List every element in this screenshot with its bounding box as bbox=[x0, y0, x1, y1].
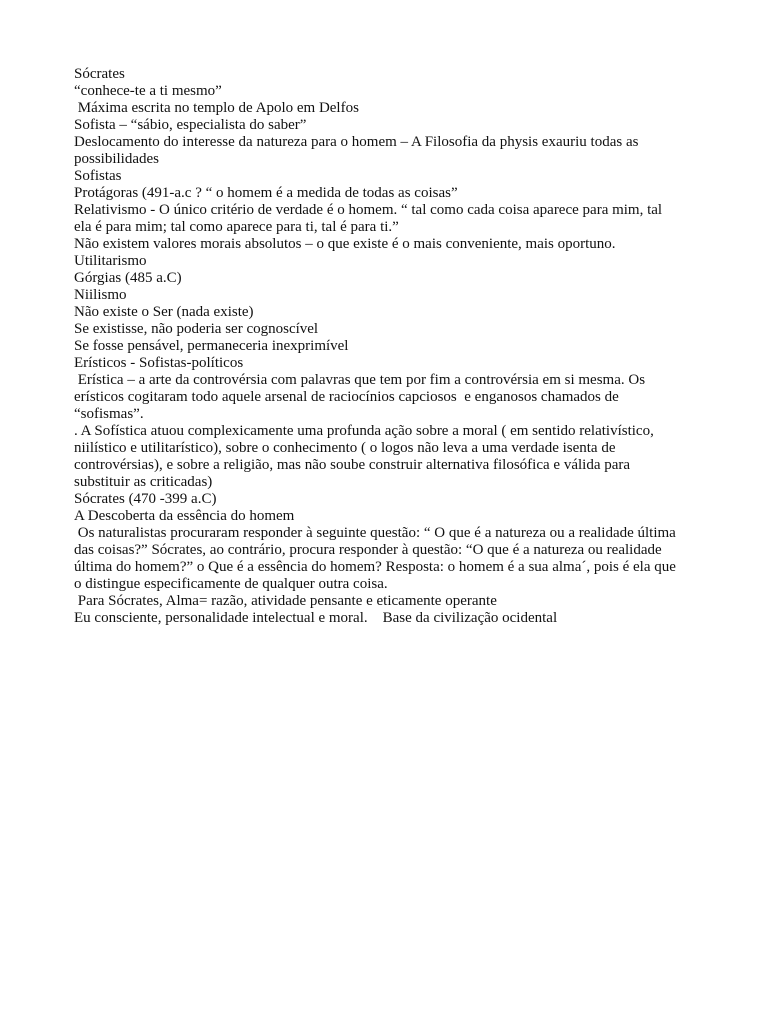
text-line: Máxima escrita no templo de Apolo em Delfos bbox=[74, 100, 359, 116]
text-line: ela é para mim; tal como aparece para ti, tal é para ti.” bbox=[74, 219, 399, 235]
text-line: Os naturalistas procuraram responder à seguinte questão: “ O que é a natureza ou a realidade última bbox=[74, 525, 676, 541]
text-line: “sofismas”. bbox=[74, 406, 144, 422]
text-line: “conhece-te a ti mesmo” bbox=[74, 83, 222, 99]
text-line: Relativismo - O único critério de verdade é o homem. “ tal como cada coisa aparece para mim, tal bbox=[74, 202, 663, 218]
text-line: das coisas?” Sócrates, ao contrário, procura responder à questão: “O que é a natureza ou realidade bbox=[74, 542, 662, 558]
text-line: última do homem?” o Que é a essência do homem? Resposta: o homem é a sua alma´, pois é ela que bbox=[74, 559, 676, 575]
text-line: Utilitarismo bbox=[74, 253, 147, 269]
heading-gorgias: Górgias (485 a.C) bbox=[74, 270, 182, 286]
heading-socrates-dates: Sócrates (470 -399 a.C) bbox=[74, 491, 217, 507]
text-line: A Descoberta da essência do homem bbox=[74, 508, 295, 524]
text-line: Protágoras (491-a.c ? “ o homem é a medida de todas as coisas” bbox=[74, 185, 458, 201]
text-line: Não existem valores morais absolutos – o que existe é o mais conveniente, mais oportuno. bbox=[74, 236, 616, 252]
text-line: Erística – a arte da controvérsia com palavras que tem por fim a controvérsia em si mesma. Os bbox=[74, 372, 646, 388]
text-line: Se existisse, não poderia ser cognoscível bbox=[74, 321, 319, 337]
heading-sofistas: Sofistas bbox=[74, 168, 122, 184]
text-line: Deslocamento do interesse da natureza para o homem – A Filosofia da physis exauriu todas as bbox=[74, 134, 639, 150]
text-line: Não existe o Ser (nada existe) bbox=[74, 304, 254, 320]
text-line: Sofista – “sábio, especialista do saber” bbox=[74, 117, 307, 133]
text-line: substituir as criticadas) bbox=[74, 474, 213, 490]
text-line: Para Sócrates, Alma= razão, atividade pensante e eticamente operante bbox=[74, 593, 497, 609]
heading-eristicos: Erísticos - Sofistas-políticos bbox=[74, 355, 244, 371]
text-line: Niilismo bbox=[74, 287, 127, 303]
text-line: Se fosse pensável, permaneceria inexprimível bbox=[74, 338, 349, 354]
text-line: o distingue especificamente de qualquer outra coisa. bbox=[74, 576, 388, 592]
text-line: possibilidades bbox=[74, 151, 159, 167]
heading-socrates: Sócrates bbox=[74, 66, 125, 82]
document-page bbox=[74, 66, 714, 627]
text-line: Eu consciente, personalidade intelectual e moral. Base da civilização ocidental bbox=[74, 610, 558, 626]
text-line: niilístico e utilitarístico), sobre o conhecimento ( o logos não leva a uma verdade isenta de bbox=[74, 440, 616, 456]
text-line: controvérsias), e sobre a religião, mas não soube construir alternativa filosófica e válida para bbox=[74, 457, 631, 473]
text-line: erísticos cogitaram todo aquele arsenal de raciocínios capciosos e enganosos chamados de bbox=[74, 389, 619, 405]
text-line: . A Sofística atuou complexicamente uma profunda ação sobre a moral ( em sentido relativístico, bbox=[74, 423, 654, 439]
